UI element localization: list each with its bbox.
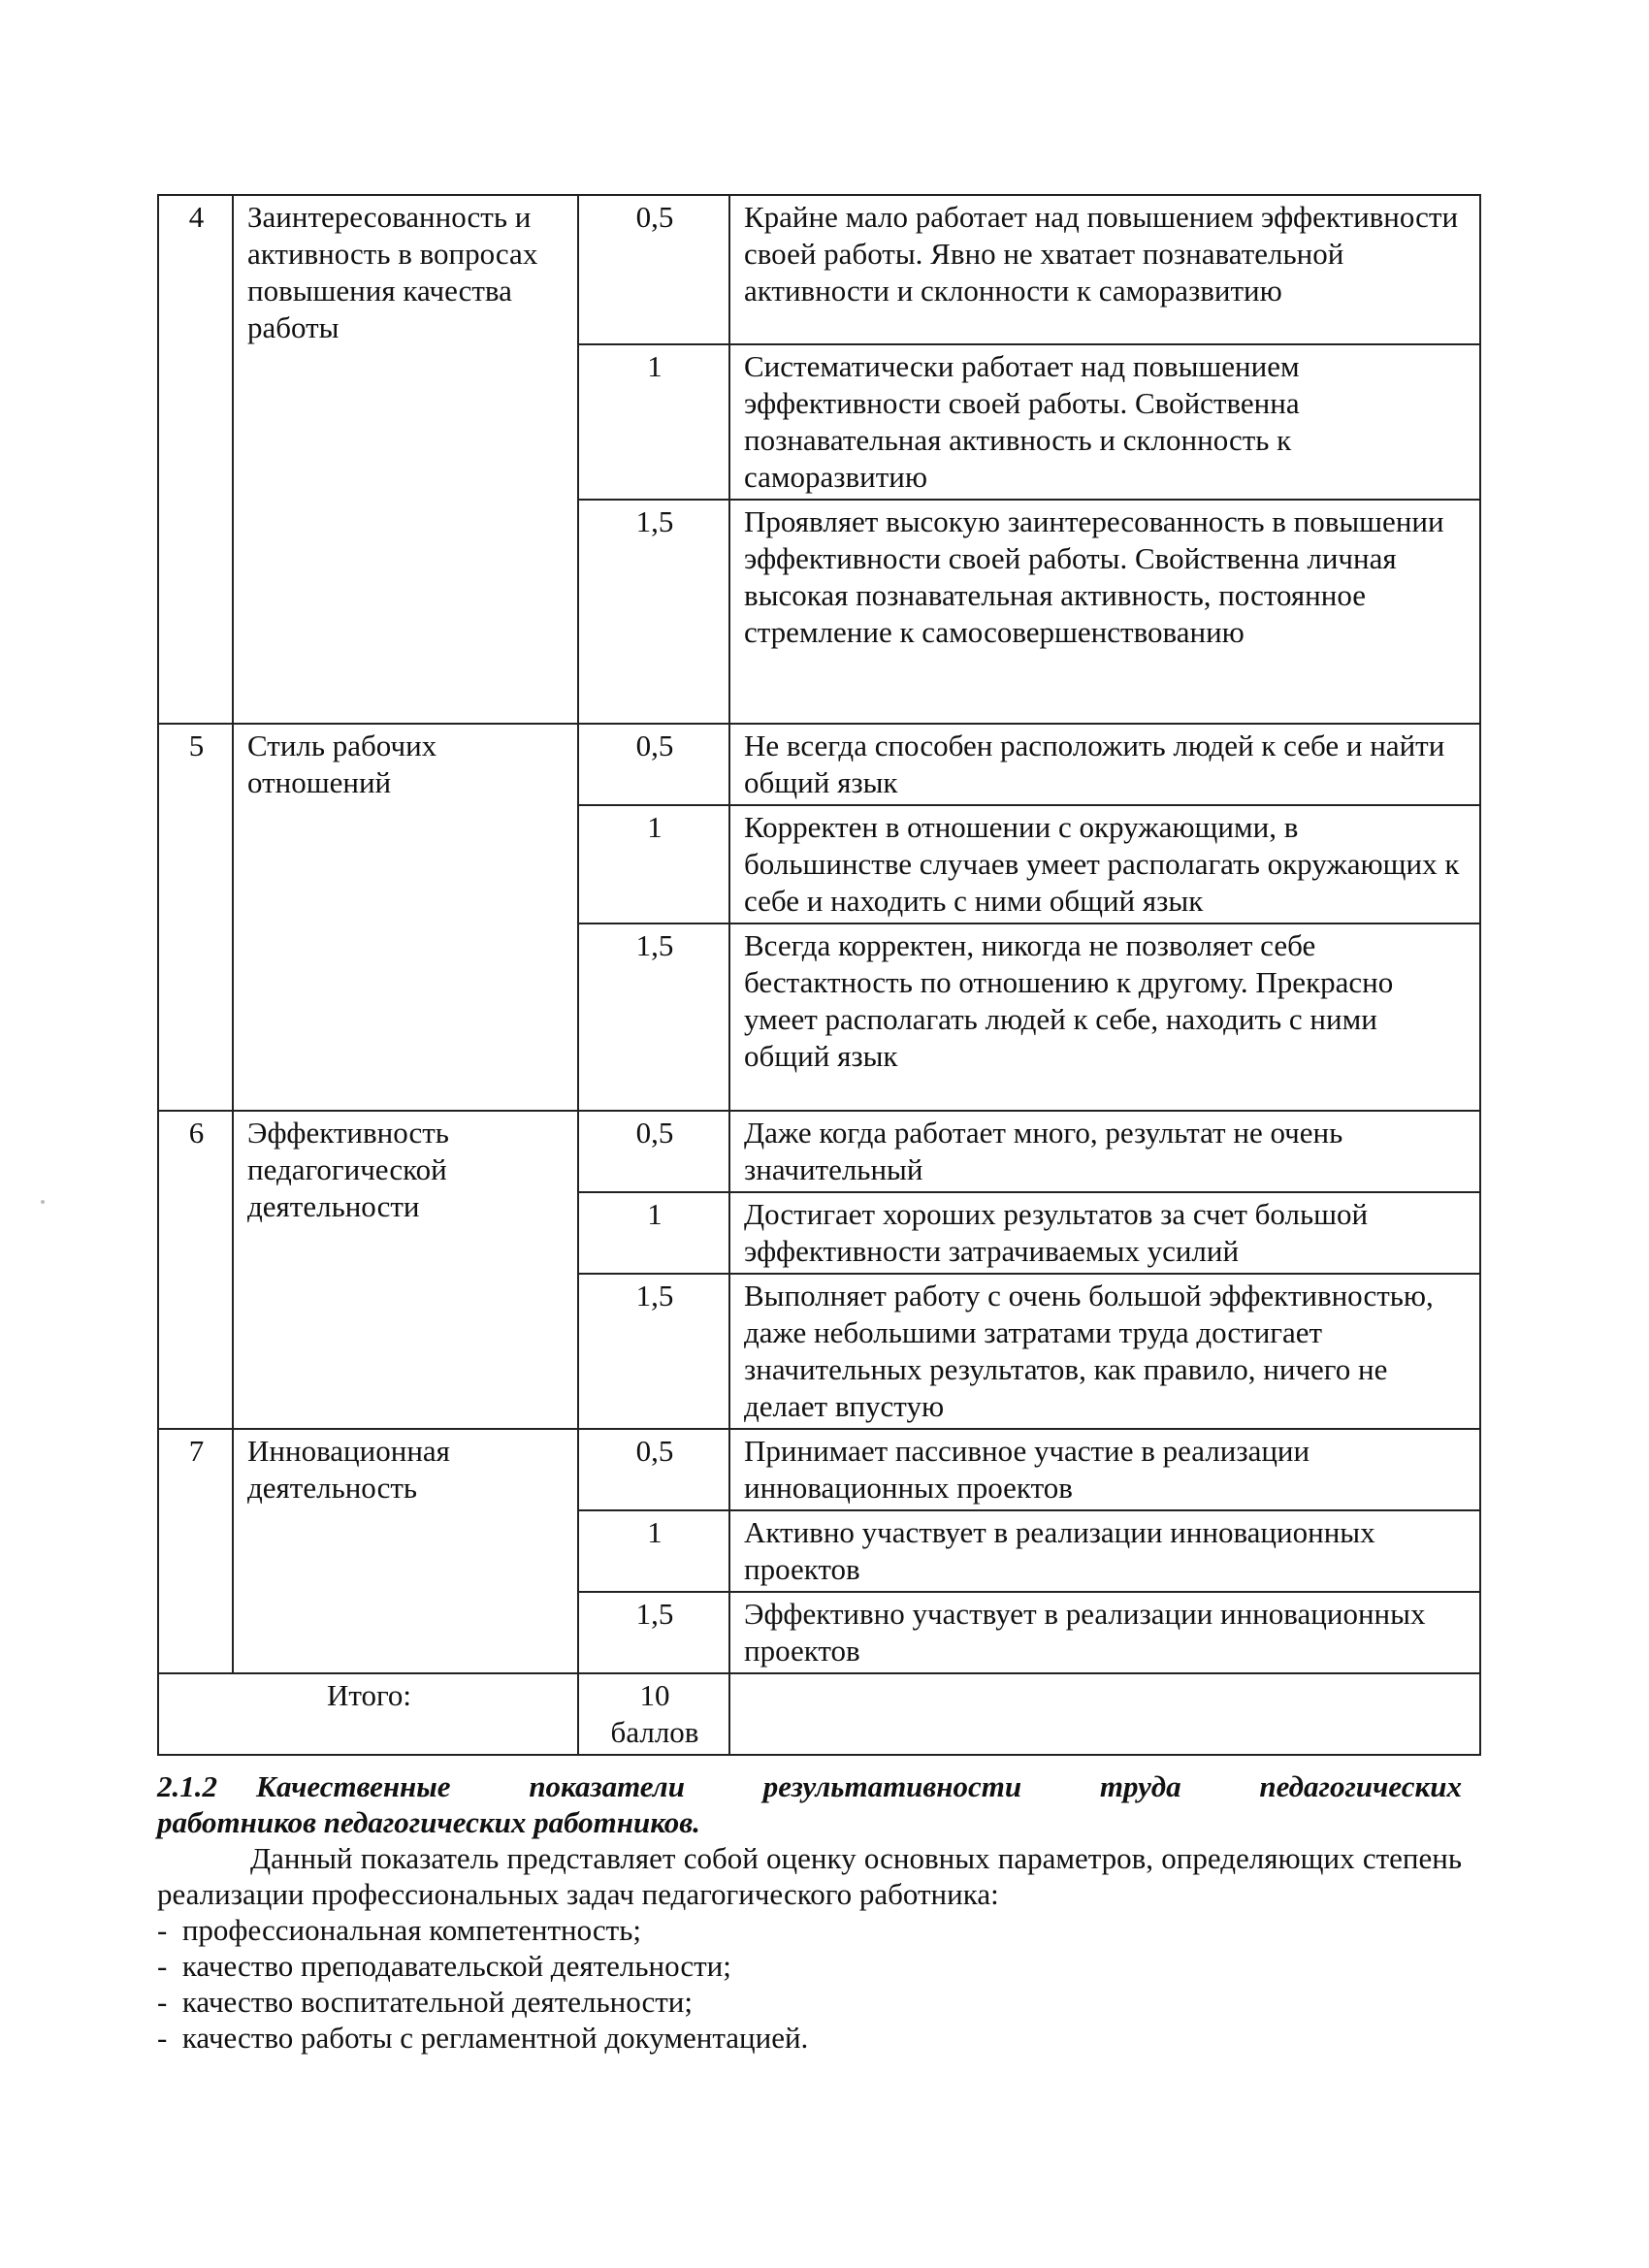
total-value: 10 баллов — [578, 1673, 729, 1755]
criterion-number: 6 — [158, 1111, 233, 1429]
criterion-name: Эффективность педагогической деятельности — [233, 1111, 578, 1429]
level-score: 0,5 — [578, 1429, 729, 1510]
section-text — [157, 1768, 1462, 2056]
level-description: Выполняет работу с очень большой эффективностью, даже небольшими затратами труда достигает значительных результатов, как правило, ничего не делает впустую — [729, 1274, 1480, 1429]
level-description: Систематически работает над повышением эффективности своей работы. Свойственна познавательная активность и склонность к саморазвитию — [729, 344, 1480, 500]
level-score: 0,5 — [578, 724, 729, 805]
level-score: 0,5 — [578, 195, 729, 344]
list-item: - профессиональная компетентность; — [157, 1912, 1462, 1948]
level-score: 0,5 — [578, 1111, 729, 1192]
level-score: 1,5 — [578, 1274, 729, 1429]
level-description: Всегда корректен, никогда не позволяет себе бестактность по отношению к другому. Прекрасно умеет располагать людей к себе, находить с ними общий язык — [729, 923, 1480, 1111]
criterion-number: 4 — [158, 195, 233, 724]
level-description: Крайне мало работает над повышением эффективности своей работы. Явно не хватает познавательной активности и склонности к саморазвитию — [729, 195, 1480, 344]
criterion-name: Стиль рабочих отношений — [233, 724, 578, 1111]
criterion-name: Инновационная деятельность — [233, 1429, 578, 1673]
total-label: Итого: — [158, 1673, 578, 1755]
level-description: Принимает пассивное участие в реализации инновационных проектов — [729, 1429, 1480, 1510]
level-description: Корректен в отношении с окружающими, в большинстве случаев умеет располагать окружающих к себе и находить с ними общий язык — [729, 805, 1480, 923]
table-row — [158, 195, 1480, 344]
section-heading — [157, 1768, 1462, 1804]
scan-speck — [41, 1200, 45, 1204]
level-description: Даже когда работает много, результат не очень значительный — [729, 1111, 1480, 1192]
total-row — [158, 1673, 1480, 1755]
level-score: 1 — [578, 1192, 729, 1274]
level-score: 1,5 — [578, 500, 729, 724]
criterion-name: Заинтересованность и активность в вопросах повышения качества работы — [233, 195, 578, 724]
criteria-table — [157, 194, 1481, 1756]
table-row — [158, 1429, 1480, 1510]
table-row — [158, 724, 1480, 805]
section-intro: Данный показатель представляет собой оценку основных параметров, определяющих степень реализации профессиональных задач педагогического работника: — [157, 1841, 1462, 1911]
list-item: - качество работы с регламентной документацией. — [157, 2020, 1462, 2056]
level-score: 1 — [578, 344, 729, 500]
level-description: Проявляет высокую заинтересованность в повышении эффективности своей работы. Свойственна личная высокая познавательная активность, постоянное стремление к самосовершенствованию — [729, 500, 1480, 724]
section-number: 2.1.2 — [157, 1769, 217, 1803]
list-item: - качество воспитательной деятельности; — [157, 1984, 1462, 2020]
section-title-line1: Качественные показатели результативности труда педагогических — [256, 1769, 1462, 1803]
level-score: 1,5 — [578, 1592, 729, 1673]
level-description: Не всегда способен расположить людей к себе и найти общий язык — [729, 724, 1480, 805]
level-score: 1,5 — [578, 923, 729, 1111]
level-description: Эффективно участвует в реализации инновационных проектов — [729, 1592, 1480, 1673]
level-description: Достигает хороших результатов за счет большой эффективности затрачиваемых усилий — [729, 1192, 1480, 1274]
level-description: Активно участвует в реализации инновационных проектов — [729, 1510, 1480, 1592]
section-title-line2: работников педагогических работников. — [157, 1805, 700, 1839]
criterion-number: 5 — [158, 724, 233, 1111]
level-score: 1 — [578, 1510, 729, 1592]
criterion-number: 7 — [158, 1429, 233, 1673]
total-note — [729, 1673, 1480, 1755]
table-row — [158, 1111, 1480, 1192]
indicator-list — [157, 1912, 1462, 2056]
list-item: - качество преподавательской деятельности; — [157, 1948, 1462, 1984]
level-score: 1 — [578, 805, 729, 923]
